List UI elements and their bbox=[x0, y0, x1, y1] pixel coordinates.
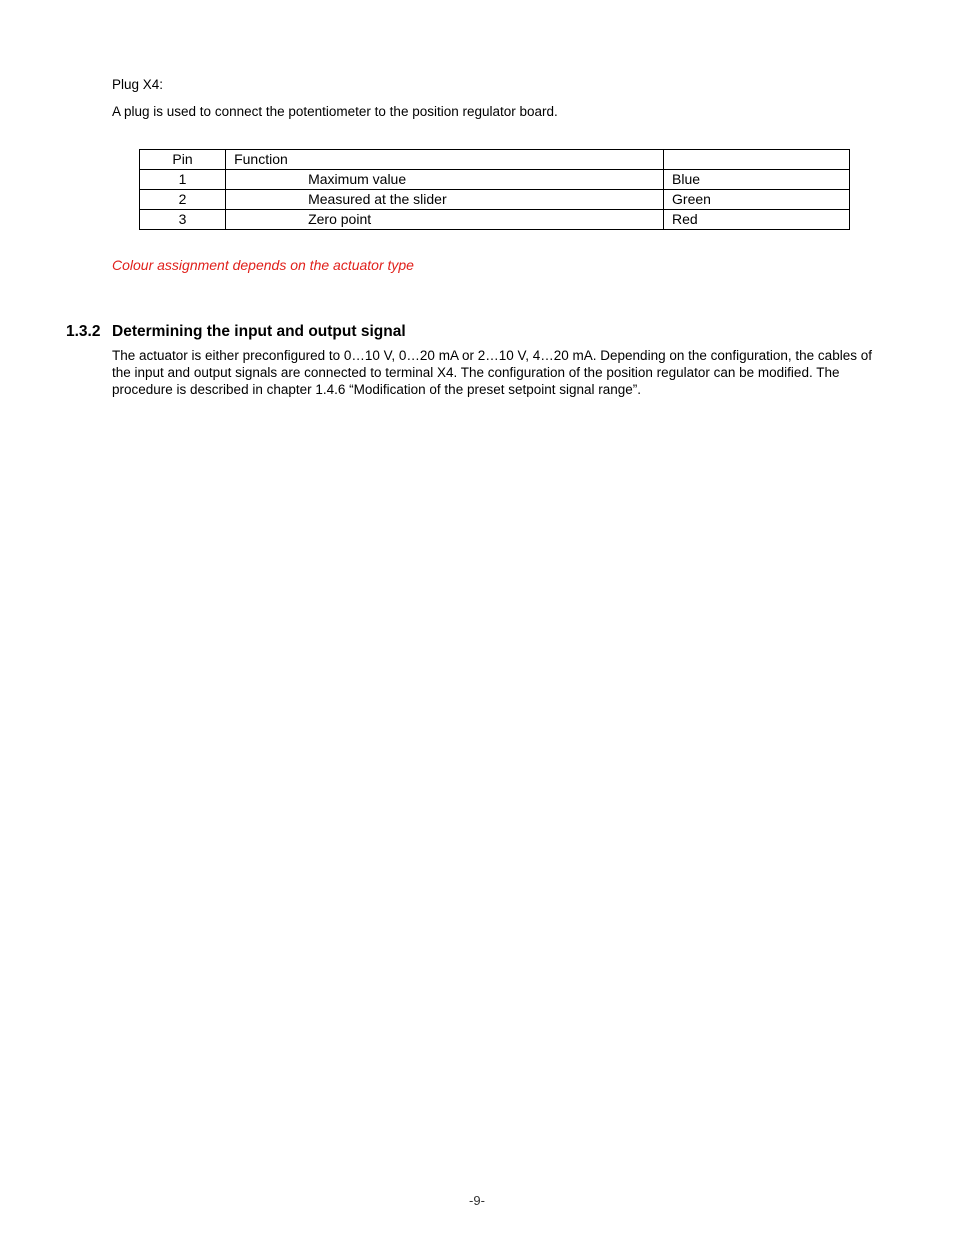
table-row bbox=[140, 170, 850, 190]
cell-colour: Blue bbox=[664, 170, 850, 190]
table-header-row bbox=[140, 150, 850, 170]
plug-heading: Plug X4: bbox=[112, 77, 164, 92]
table-row bbox=[140, 190, 850, 210]
cell-pin: 2 bbox=[140, 190, 226, 210]
section-body: The actuator is either preconfigured to 0…10 V, 0…20 mA or 2…10 V, 4…20 mA. Depending on the configuration, the cables of the input and output signals are connected to terminal X4. The configuration of the position regulator can be modified. The procedure is described in chapter 1.4.6 “Modification of the preset setpoint signal range”. bbox=[112, 348, 872, 397]
page-number: -9- bbox=[469, 1193, 485, 1208]
pin-assignment-table bbox=[139, 149, 850, 230]
header-colour bbox=[664, 150, 850, 170]
header-function: Function bbox=[226, 150, 664, 170]
colour-note: Colour assignment depends on the actuator type bbox=[112, 257, 414, 273]
cell-colour: Green bbox=[664, 190, 850, 210]
cell-pin: 1 bbox=[140, 170, 226, 190]
table-row bbox=[140, 210, 850, 230]
header-pin: Pin bbox=[140, 150, 226, 170]
section-title: Determining the input and output signal bbox=[112, 323, 406, 340]
plug-description: A plug is used to connect the potentiometer to the position regulator board. bbox=[112, 104, 558, 119]
cell-function: Maximum value bbox=[226, 170, 664, 190]
section-number: 1.3.2 bbox=[66, 323, 101, 340]
cell-function: Measured at the slider bbox=[226, 190, 664, 210]
cell-pin: 3 bbox=[140, 210, 226, 230]
cell-function: Zero point bbox=[226, 210, 664, 230]
cell-colour: Red bbox=[664, 210, 850, 230]
